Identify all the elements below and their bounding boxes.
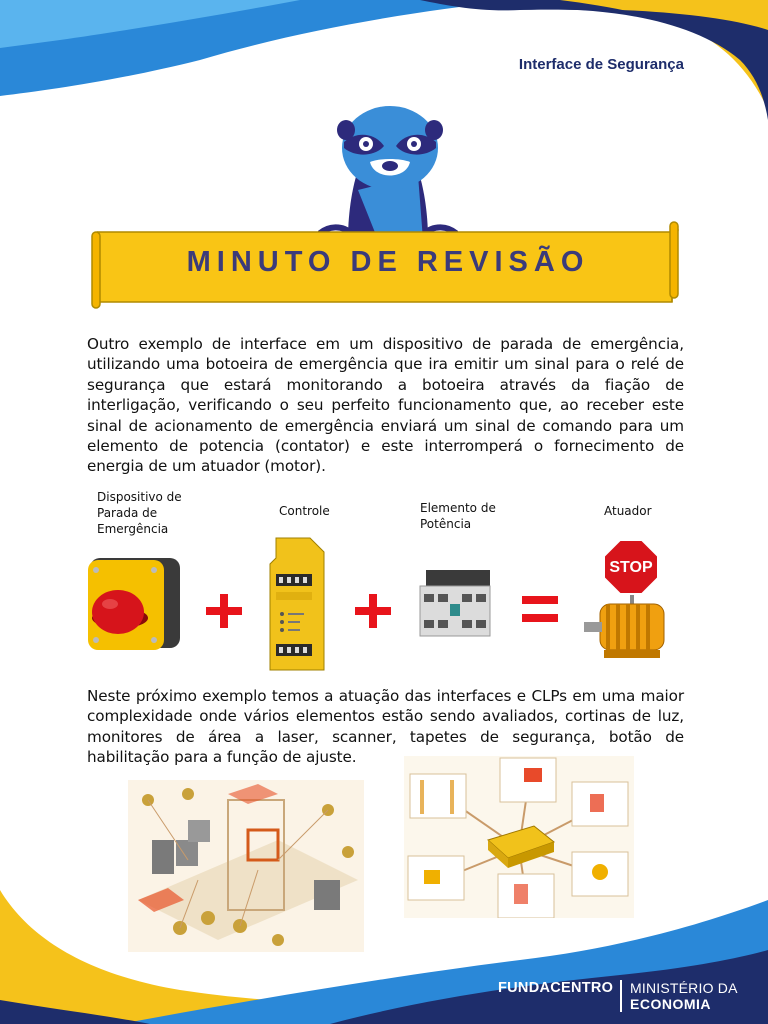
paragraph-intro: Outro exemplo de interface em um dispositivo de parada de emergência, utilizando uma botoeira de emergência que ira emitir um sinal para o relé de segurança que estará monitorando a botoeira através da fiação de interligação, verificando o seu perfeito funcionamento que, ao receber este sinal de acionamento de emergência enviará um sinal de comando para um elemento de potencia (contator) e este interromperá o fornecimento de energia de um atuador (motor). bbox=[87, 335, 684, 476]
motor-with-stop-sign-icon bbox=[580, 538, 680, 670]
label-atuador: Atuador bbox=[604, 504, 652, 518]
plus-icon-1 bbox=[206, 594, 242, 628]
footer-ministry bbox=[630, 980, 738, 1012]
label-dispositivo-line3: Emergência bbox=[97, 522, 169, 536]
label-elemento-line1: Elemento de bbox=[420, 501, 496, 515]
label-dispositivo bbox=[97, 489, 182, 537]
plus-icon-2 bbox=[355, 594, 391, 628]
label-dispositivo-line2: Parada de bbox=[97, 506, 158, 520]
equals-icon bbox=[522, 596, 558, 624]
label-dispositivo-line1: Dispositivo de bbox=[97, 490, 182, 504]
factory-cell-illustration bbox=[128, 780, 364, 952]
label-elemento-line2: Potência bbox=[420, 517, 472, 531]
header-title: Interface de Segurança bbox=[518, 56, 684, 73]
footer-ministry-line2: ECONOMIA bbox=[630, 996, 711, 1012]
safety-relay-icon bbox=[266, 534, 330, 674]
banner-title: MINUTO DE REVISÃO bbox=[186, 246, 590, 278]
safety-devices-network-illustration bbox=[404, 756, 634, 918]
footer-separator bbox=[620, 980, 622, 1012]
emergency-stop-button-icon bbox=[86, 556, 182, 654]
stop-sign-text: STOP bbox=[609, 559, 653, 576]
footer-ministry-line1: MINISTÉRIO DA bbox=[630, 980, 738, 996]
contactor-icon bbox=[418, 568, 494, 638]
label-elemento bbox=[420, 500, 496, 532]
label-controle: Controle bbox=[279, 504, 330, 518]
footer-brand: FUNDACENTRO bbox=[498, 980, 614, 996]
paragraph-complex: Neste próximo exemplo temos a atuação das interfaces e CLPs em uma maior complexidade onde vários elementos estão sendo avaliados, cortinas de luz, monitores de área a laser, scanner, tapetes de segurança, botão de habilitação para a função de ajuste. bbox=[87, 687, 684, 767]
